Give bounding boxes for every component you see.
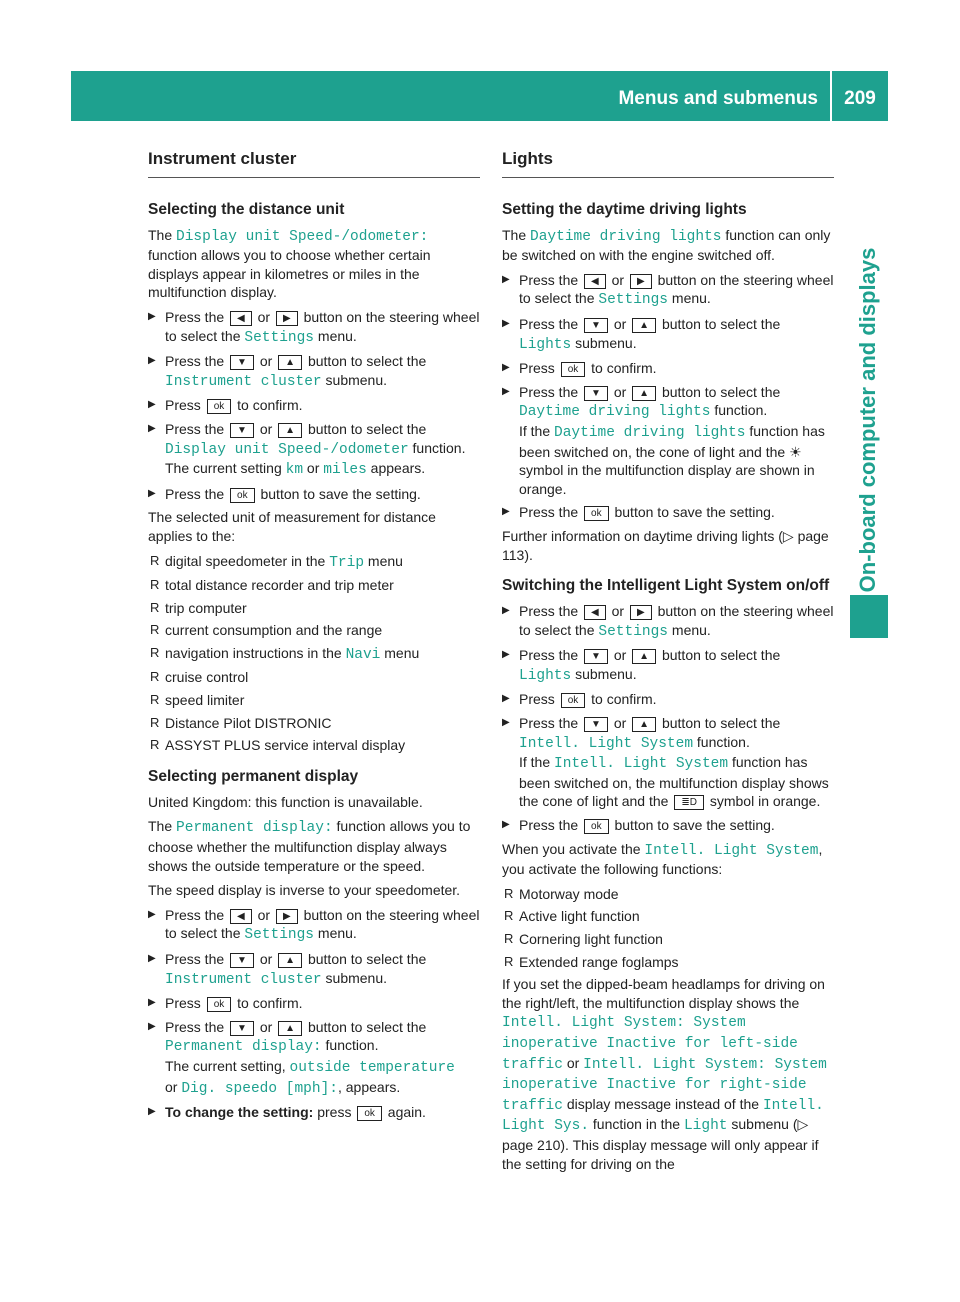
text-run: Press the	[519, 603, 579, 620]
paragraph	[502, 527, 834, 564]
text-run: R	[504, 953, 514, 969]
display-text: Intell. Light System	[554, 756, 729, 773]
text-run: menu.	[317, 925, 357, 942]
text-run: ASSYST PLUS service interval display	[165, 737, 406, 754]
display-text: miles	[323, 462, 367, 479]
text-run: or	[259, 951, 273, 967]
text-run: button to select the	[661, 383, 781, 400]
list-item	[502, 930, 834, 949]
left-key-icon: ◀	[584, 274, 606, 289]
text-run: menu	[367, 552, 403, 569]
text-run: function has been switched on, the cone of light and the	[519, 422, 825, 460]
instruction-step	[502, 503, 834, 522]
text-run: button to save the setting.	[614, 504, 775, 521]
text-run: Extended range foglamps	[519, 953, 679, 970]
list-item	[148, 691, 480, 710]
text-run: current consumption and the range	[165, 622, 383, 639]
instruction-step	[502, 816, 834, 835]
text-run: The current setting,	[165, 1057, 286, 1074]
text-run: or	[613, 715, 627, 732]
ok-key-icon: ok	[207, 399, 232, 414]
text-run: R	[150, 669, 160, 685]
instruction-step	[148, 1103, 480, 1122]
instruction-step	[148, 396, 480, 415]
text-run: button on the steering wheel to select the	[165, 906, 480, 942]
right-key-icon: ▶	[276, 311, 298, 326]
instruction-step	[148, 994, 480, 1013]
text-run: menu.	[671, 290, 711, 307]
text-run: The current setting	[165, 460, 282, 477]
text-run: R	[504, 931, 514, 946]
display-text: Settings	[598, 623, 669, 640]
instruction-step	[502, 714, 834, 811]
display-text: outside temperature	[289, 1059, 455, 1076]
display-text: Dig. speedo [mph]:	[181, 1080, 338, 1097]
ok-key-icon: ok	[561, 362, 586, 377]
display-text: Intell. Light System: System inoperative Inactive for left-side traffic	[502, 1015, 798, 1073]
text-run: Press	[519, 691, 555, 708]
text-run: When you activate the	[502, 840, 641, 857]
text-run: Press the	[519, 315, 579, 332]
text-run: function allows you to choose whether certain displays appear in kilometres or miles in the multifunction display.	[148, 247, 431, 301]
list-item	[148, 736, 480, 755]
subheading: Selecting permanent display	[148, 767, 359, 785]
text-run: or	[257, 906, 271, 923]
header-divider	[830, 71, 832, 121]
text-run: Press the	[519, 817, 579, 834]
display-text: Settings	[598, 292, 669, 309]
subheading: Selecting the distance unit	[148, 200, 345, 218]
page-header	[71, 71, 888, 121]
text-run: total distance recorder and trip meter	[165, 577, 394, 594]
instruction-step	[502, 602, 834, 641]
text-run: menu	[384, 644, 420, 661]
sun-icon: ☀	[789, 443, 802, 460]
column-title: Instrument cluster	[148, 150, 480, 178]
text-run: submenu (	[731, 1116, 798, 1133]
text-run: Further information on daytime driving lights (	[502, 527, 783, 544]
text-run: function.	[696, 733, 750, 750]
ok-key-icon: ok	[357, 1106, 382, 1121]
text-run: digital speedometer in the	[165, 552, 326, 569]
paragraph: The speed display is inverse to your speedometer.	[148, 882, 461, 899]
text-run: menu.	[317, 327, 357, 344]
text-run: R	[150, 552, 160, 568]
text-run: submenu.	[575, 334, 637, 351]
text-run: Press the	[519, 647, 579, 664]
text-run: speed limiter	[165, 692, 245, 709]
instruction-step	[148, 485, 480, 504]
down-key-icon: ▼	[230, 1021, 254, 1036]
text-run: button on the steering wheel to select the	[519, 271, 834, 307]
text-run: To change the setting:	[165, 1104, 314, 1121]
left-key-icon: ◀	[584, 605, 606, 620]
text-run: R	[150, 714, 160, 730]
ok-key-icon: ok	[207, 997, 232, 1012]
page-ref-arrow-icon: ▷	[797, 1116, 809, 1133]
text-run: page 113).	[502, 527, 829, 563]
text-run: or	[613, 647, 627, 664]
subheading: Setting the daytime driving lights	[502, 200, 747, 218]
text-run: Press the	[165, 485, 225, 502]
display-text: Trip	[329, 554, 365, 571]
text-run: button to select the	[307, 1018, 427, 1035]
text-run: Press the	[165, 308, 225, 325]
text-run: Cornering light function	[519, 931, 663, 947]
list-item	[148, 621, 480, 640]
text-run: or	[257, 308, 271, 325]
text-run: or	[611, 603, 625, 620]
column-title: Lights	[502, 150, 834, 178]
instruction-step	[502, 359, 834, 378]
up-key-icon: ▲	[632, 318, 656, 333]
text-run: or	[306, 460, 320, 477]
subheading: Switching the Intelligent Light System on/off	[502, 577, 830, 595]
text-run: If you set the dipped-beam headlamps for driving on the right/left, the multifunction display shows the	[502, 976, 825, 1011]
right-key-icon: ▶	[630, 274, 652, 289]
text-run: submenu.	[325, 969, 388, 986]
text-run: button to select the	[307, 353, 427, 370]
text-run: Press the	[519, 383, 579, 400]
text-run: Press the	[519, 715, 579, 732]
instruction-step	[502, 646, 834, 685]
instruction-step	[502, 383, 834, 499]
paragraph	[502, 975, 834, 1173]
text-run: function can only be switched on with the engine switched off.	[502, 226, 831, 264]
up-key-icon: ▲	[278, 953, 302, 968]
paragraph: The selected unit of measurement for distance applies to the:	[148, 509, 436, 544]
dipped-beam-icon: ≣D	[674, 795, 704, 810]
ok-key-icon: ok	[561, 693, 586, 708]
text-run: or	[613, 315, 627, 332]
paragraph	[148, 817, 480, 875]
display-text: Intell. Light Sys.	[502, 1097, 824, 1135]
text-run: symbol in the multifunction display are shown in orange.	[519, 462, 815, 497]
display-text: Display unit Speed-/odometer	[165, 441, 409, 458]
down-key-icon: ▼	[230, 423, 254, 438]
text-run: navigation instructions in the	[165, 644, 342, 661]
text-run: button to save the setting.	[260, 485, 421, 502]
text-run: cruise control	[165, 669, 249, 686]
display-text: Light	[683, 1118, 728, 1135]
text-run: If the	[519, 754, 551, 771]
text-run: ,	[818, 840, 823, 857]
up-key-icon: ▲	[632, 649, 656, 664]
text-run: page 210). This display message will only appear if the setting for driving on the	[502, 1136, 819, 1172]
text-run: symbol in orange.	[709, 793, 821, 810]
text-run: R	[150, 622, 160, 638]
text-run: submenu.	[575, 665, 637, 682]
up-key-icon: ▲	[278, 423, 302, 438]
list-item	[502, 953, 834, 972]
text-run: R	[504, 885, 514, 901]
text-run: Press the	[519, 271, 579, 288]
text-run: button to select the	[661, 315, 781, 332]
left-key-icon: ◀	[230, 311, 252, 326]
page-number: 209	[844, 88, 876, 109]
text-run: button on the steering wheel to select the	[519, 603, 834, 638]
text-run: to confirm.	[237, 995, 303, 1012]
ok-key-icon: ok	[230, 488, 255, 503]
left-key-icon: ◀	[230, 909, 252, 924]
section-title: Menus and submenus	[618, 88, 818, 109]
display-text: Navi	[345, 646, 381, 663]
instruction-step	[148, 308, 480, 347]
text-run: The	[148, 818, 173, 835]
text-run: R	[150, 737, 160, 753]
display-text: Instrument cluster	[165, 373, 322, 390]
text-run: , appears.	[337, 1078, 401, 1095]
instruction-step	[502, 315, 834, 354]
text-run: R	[150, 577, 160, 593]
text-run: again.	[387, 1104, 426, 1121]
text-run: function.	[325, 1037, 379, 1054]
text-run: Motorway mode	[519, 885, 619, 902]
ok-key-icon: ok	[584, 506, 609, 521]
text-run: press	[317, 1104, 352, 1121]
text-run: button on the steering wheel to select the	[165, 308, 480, 344]
text-run: or	[259, 353, 273, 370]
instruction-step	[502, 690, 834, 709]
text-run: or	[566, 1054, 580, 1071]
text-run: Active light function	[519, 908, 640, 925]
display-text: Lights	[519, 336, 572, 353]
text-run: or	[165, 1078, 178, 1095]
left-column	[148, 150, 480, 1127]
right-column	[502, 150, 834, 1179]
instruction-step	[148, 1018, 480, 1098]
text-run: Press the	[519, 504, 579, 521]
display-text: Daytime driving lights	[530, 228, 722, 245]
text-run: button to select the	[307, 951, 427, 967]
text-run: button to select the	[661, 647, 781, 664]
up-key-icon: ▲	[632, 717, 656, 732]
text-run: R	[150, 692, 160, 708]
text-run: Press the	[165, 1018, 225, 1035]
display-text: Permanent display:	[176, 820, 333, 837]
text-run: appears.	[370, 460, 426, 477]
text-run: you activate the following functions:	[502, 861, 723, 878]
display-text: Intell. Light System	[644, 842, 819, 859]
instruction-step	[502, 271, 834, 310]
text-run: button to select the	[307, 420, 427, 437]
text-run: or	[259, 1018, 273, 1035]
down-key-icon: ▼	[230, 953, 254, 968]
text-run: R	[504, 908, 514, 924]
down-key-icon: ▼	[230, 355, 254, 370]
text-run: Press	[165, 397, 201, 414]
text-run: display message instead of the	[566, 1095, 760, 1112]
text-run: The	[148, 226, 173, 243]
paragraph	[502, 226, 834, 265]
display-text: km	[285, 462, 304, 479]
text-run: Press the	[165, 353, 225, 370]
text-run: function allows you to choose whether the multifunction display always shows the outside temperature or the speed.	[148, 818, 471, 874]
text-run: function has been switched on, the multifunction display shows the cone of light and the	[519, 754, 829, 810]
text-run: to confirm.	[237, 397, 303, 414]
list-item	[502, 907, 834, 926]
text-run: Press the	[165, 420, 225, 437]
instruction-step	[148, 352, 480, 391]
display-text: Lights	[519, 667, 572, 684]
display-text: Instrument cluster	[165, 971, 322, 988]
text-run: trip computer	[165, 599, 247, 616]
text-run: submenu.	[325, 371, 388, 388]
list-item	[148, 576, 480, 595]
up-key-icon: ▲	[278, 1021, 302, 1036]
text-run: function in the	[592, 1116, 681, 1133]
text-run: function.	[412, 439, 466, 456]
text-run: button to select the	[661, 715, 781, 732]
text-run: or	[613, 383, 627, 400]
down-key-icon: ▼	[584, 318, 608, 333]
down-key-icon: ▼	[584, 386, 608, 401]
text-run: to confirm.	[591, 360, 657, 377]
right-key-icon: ▶	[276, 909, 298, 924]
text-run: function.	[714, 402, 768, 419]
text-run: button to save the setting.	[614, 817, 775, 834]
paragraph	[502, 840, 834, 879]
display-text: Permanent display:	[165, 1039, 322, 1056]
list-item	[148, 714, 480, 733]
right-key-icon: ▶	[630, 605, 652, 620]
up-key-icon: ▲	[632, 386, 656, 401]
display-text: Display unit Speed-/odometer:	[176, 228, 429, 245]
text-run: Press the	[165, 906, 225, 923]
ok-key-icon: ok	[584, 819, 609, 834]
text-run: Distance Pilot DISTRONIC	[165, 714, 332, 731]
instruction-step	[148, 950, 480, 989]
down-key-icon: ▼	[584, 649, 608, 664]
up-key-icon: ▲	[278, 355, 302, 370]
list-item	[502, 885, 834, 904]
instruction-step	[148, 420, 480, 480]
list-item	[148, 599, 480, 618]
text-run: R	[150, 644, 160, 660]
display-text: Intell. Light System	[519, 735, 694, 752]
page-ref-arrow-icon: ▷	[782, 527, 794, 544]
text-run: or	[259, 420, 273, 437]
text-run: to confirm.	[591, 691, 657, 708]
text-run: Press the	[165, 951, 225, 967]
display-text: Daytime driving lights	[519, 404, 711, 421]
display-text: Settings	[244, 927, 315, 944]
text-run: The	[502, 226, 527, 243]
text-run: or	[611, 271, 625, 288]
chapter-tab-label: On-board computer and displays	[855, 247, 880, 593]
display-text: Settings	[244, 329, 315, 346]
list-item	[148, 644, 480, 665]
display-text: Daytime driving lights	[554, 424, 746, 441]
text-run: R	[150, 599, 160, 615]
display-text: Intell. Light System: System inoperative Inactive for right-side traffic	[502, 1056, 827, 1114]
list-item	[148, 552, 480, 573]
text-run: Press	[519, 360, 555, 377]
list-item	[148, 668, 480, 687]
down-key-icon: ▼	[584, 717, 608, 732]
instruction-step	[148, 906, 480, 945]
paragraph	[148, 226, 480, 302]
chapter-tab-marker	[850, 595, 888, 638]
text-run: If the	[519, 422, 551, 439]
text-run: Press	[165, 995, 201, 1012]
paragraph: United Kingdom: this function is unavailable.	[148, 793, 423, 810]
text-run: menu.	[671, 621, 711, 638]
